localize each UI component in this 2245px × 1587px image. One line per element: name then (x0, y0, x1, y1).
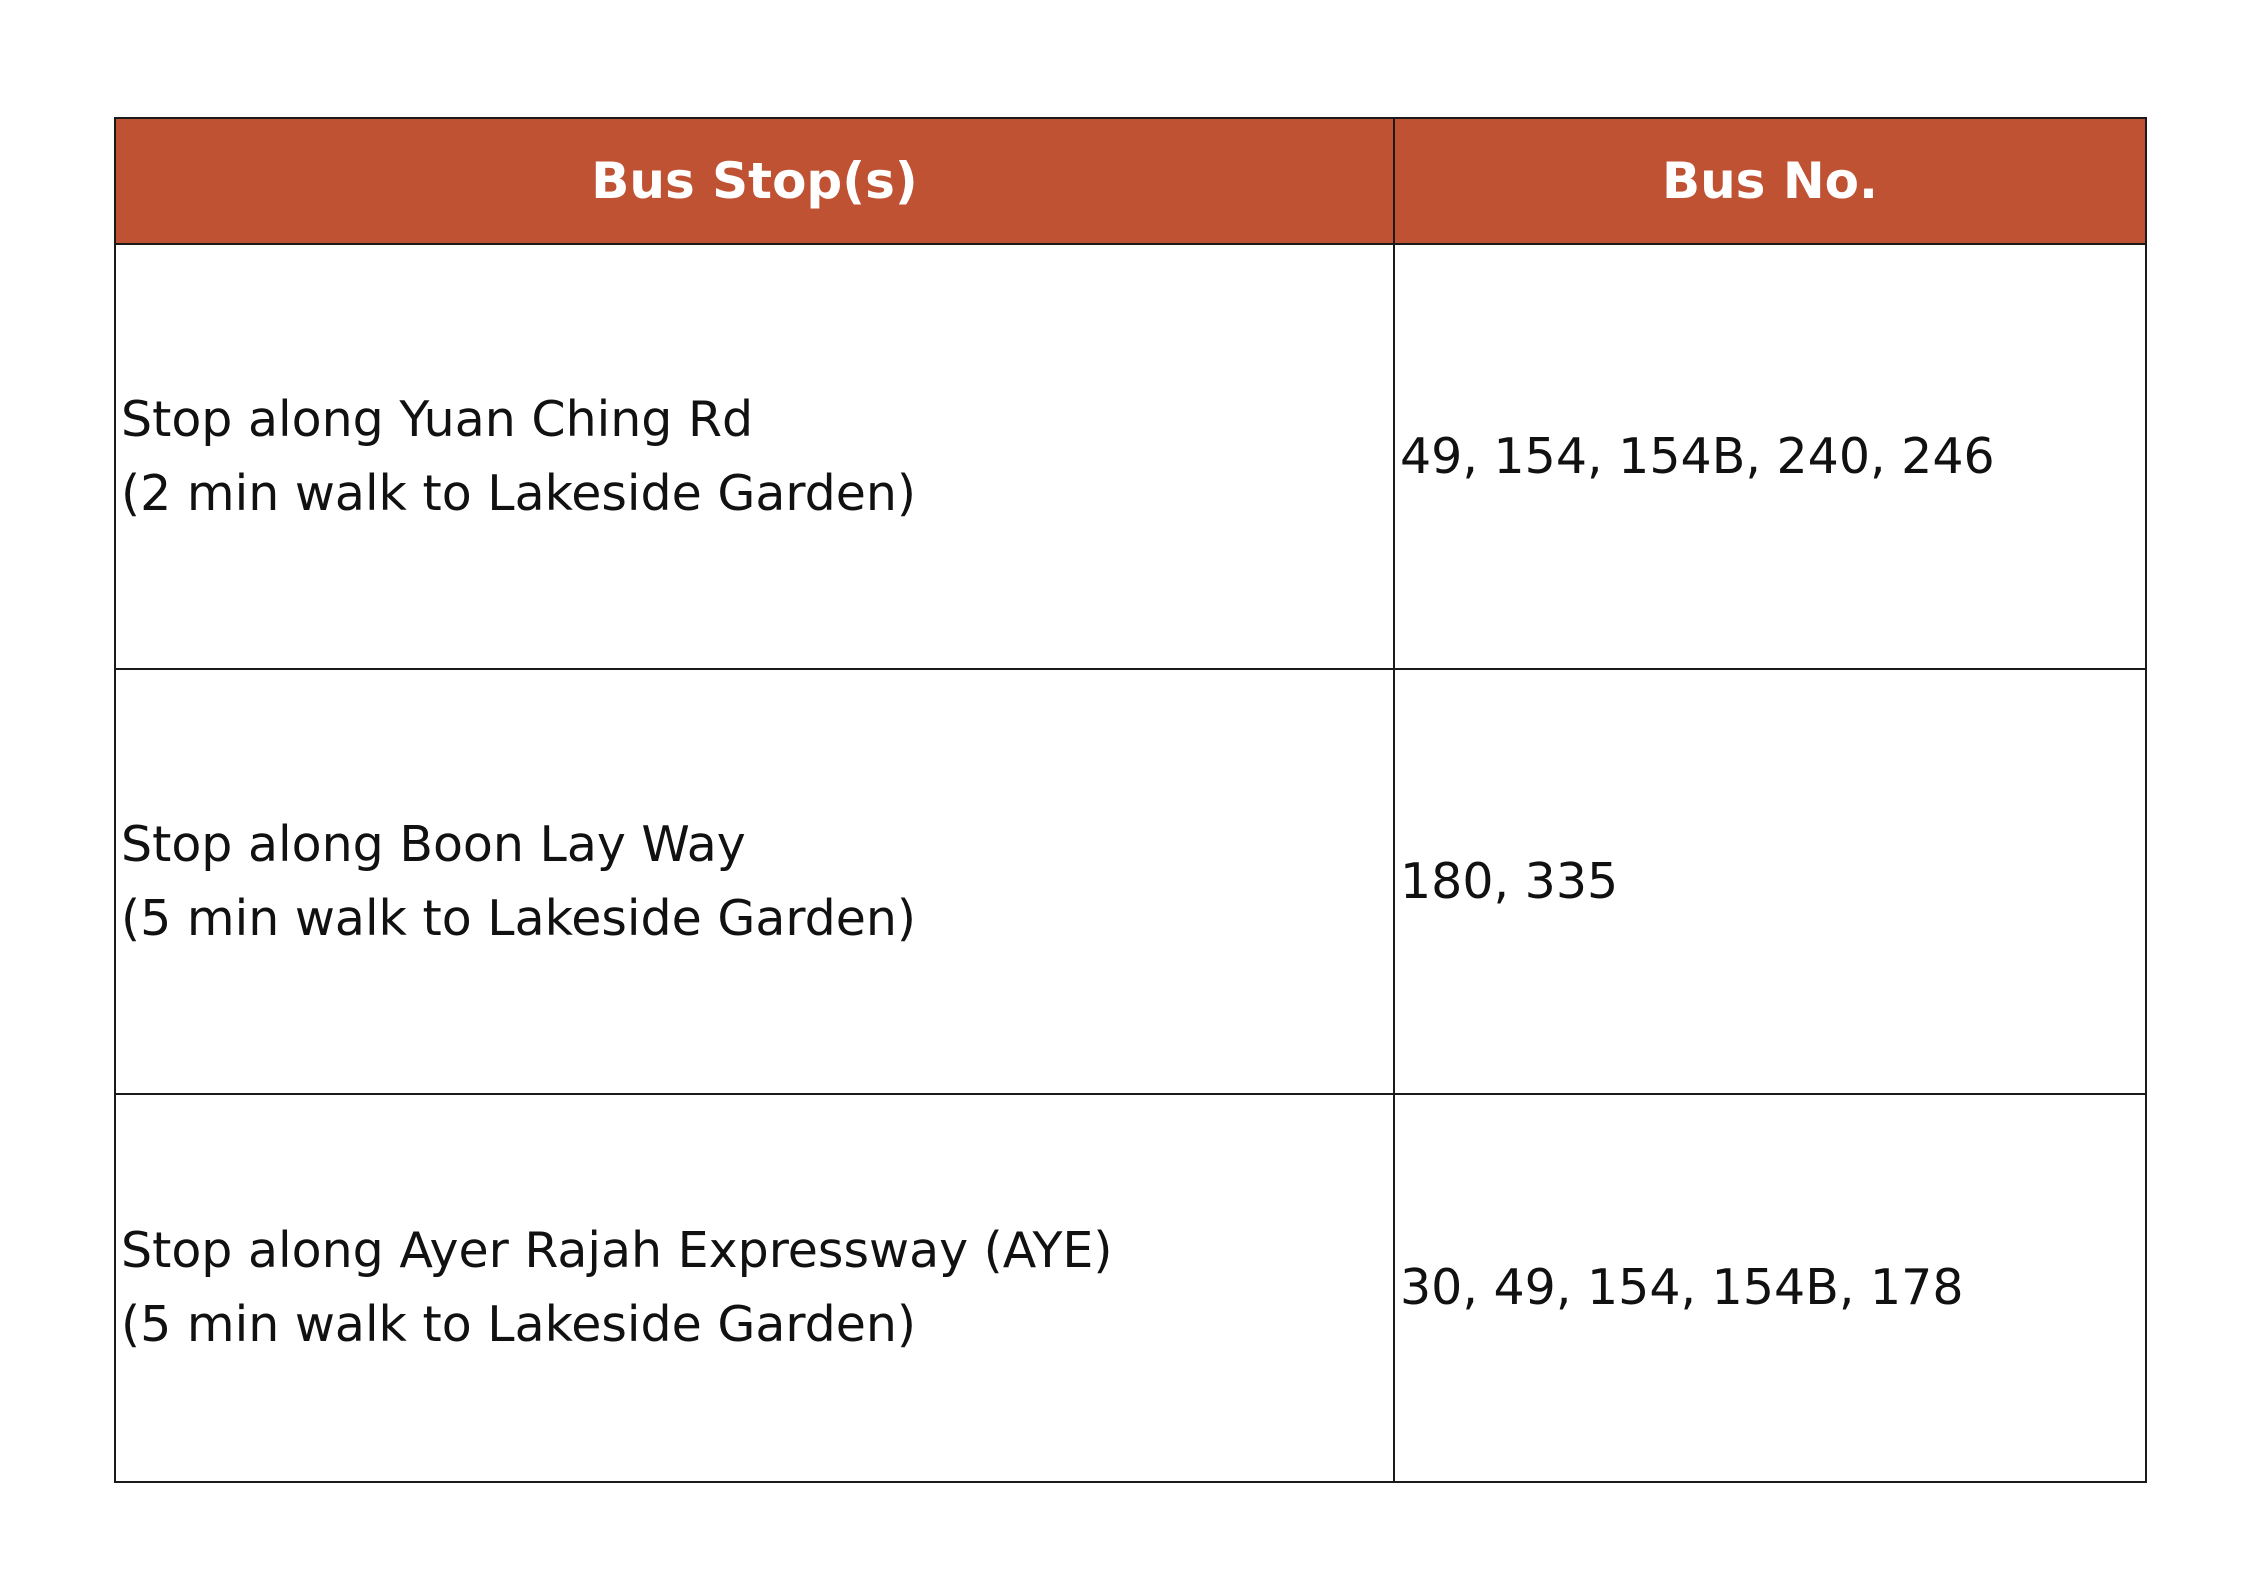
header-bus-no: Bus No. (1394, 118, 2146, 244)
bus-route-table (114, 117, 2147, 1483)
table-body (115, 244, 2146, 1482)
table-header (115, 118, 2146, 244)
bus-stop-cell (115, 669, 1394, 1094)
table-row (115, 669, 2146, 1094)
bus-stop-name: Stop along Boon Lay Way (121, 815, 746, 873)
bus-stop-cell (115, 1094, 1394, 1482)
bus-stop-name: Stop along Yuan Ching Rd (121, 390, 754, 448)
walk-time: (5 min walk to Lakeside Garden) (121, 889, 917, 947)
bus-numbers-cell: 49, 154, 154B, 240, 246 (1394, 244, 2146, 669)
bus-numbers-cell: 30, 49, 154, 154B, 178 (1394, 1094, 2146, 1482)
table-row (115, 1094, 2146, 1482)
walk-time: (2 min walk to Lakeside Garden) (121, 464, 917, 522)
table-row (115, 244, 2146, 669)
bus-stop-name: Stop along Ayer Rajah Expressway (AYE) (121, 1222, 1113, 1279)
walk-time: (5 min walk to Lakeside Garden) (121, 1296, 917, 1353)
header-bus-stops: Bus Stop(s) (115, 118, 1394, 244)
bus-numbers-cell: 180, 335 (1394, 669, 2146, 1094)
header-row (115, 118, 2146, 244)
bus-stop-cell (115, 244, 1394, 669)
